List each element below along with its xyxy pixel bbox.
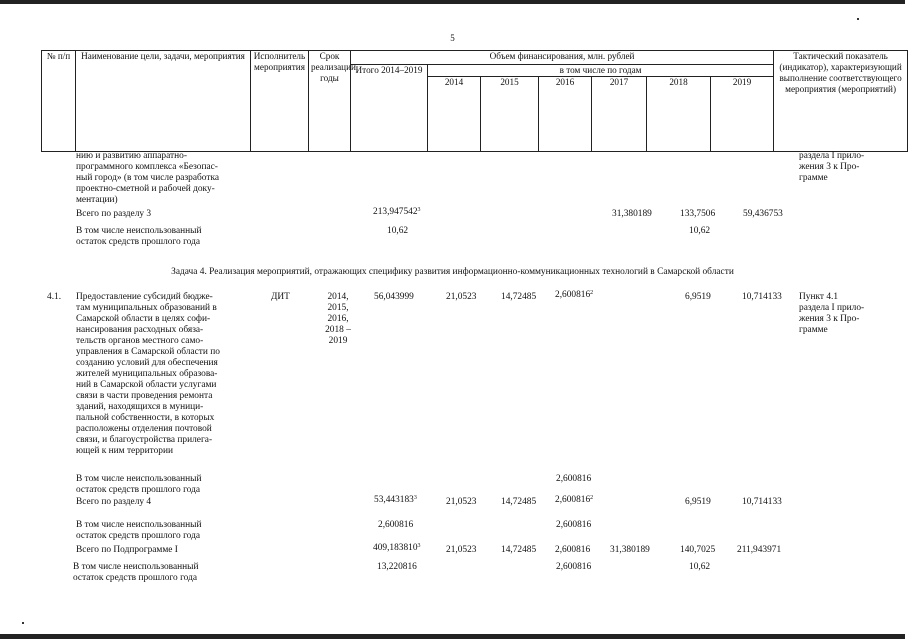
col-by-years-header: в том числе по годам [428, 65, 774, 77]
section4-unused-label: В том числе неиспользованный остаток средств прошлого года [76, 520, 202, 541]
section3-unused-total: 10,62 [387, 226, 409, 236]
item41-2014: 21,0523 [446, 292, 477, 302]
item41-period: 2014, 2015, 2016, 2018 – 2019 [325, 292, 351, 346]
subprogram-unused-label: В том числе неиспользованный остаток средств прошлого года [73, 562, 199, 583]
scan-speck [22, 622, 24, 624]
subprogram-unused-2016: 2,600816 [556, 562, 592, 572]
item41-2019: 10,714133 [742, 292, 782, 302]
subprogram-2018: 140,7025 [680, 545, 716, 555]
item41-2018: 6,9519 [685, 292, 711, 302]
subprogram-unused-2018: 10,62 [689, 562, 711, 572]
col-period-header: Срок реализации, годы [309, 51, 351, 152]
section4-unused-2016: 2,600816 [556, 520, 592, 530]
year-header: 2018 [647, 77, 711, 152]
table-header [41, 50, 907, 152]
subprogram-total: 409,183810$^3$ [373, 543, 421, 553]
section4-unused-total: 2,600816 [378, 520, 414, 530]
section3-2019-value: 59,436753 [743, 209, 783, 219]
year-header: 2016 [539, 77, 592, 152]
task4-heading: Задача 4. Реализация мероприятий, отражающих специфику развития информационно-коммуникационных технологий в Самарской области [171, 267, 734, 277]
section4-2019: 10,714133 [742, 497, 782, 507]
section3-2018-value: 133,7506 [680, 209, 716, 219]
item41-2016: 2,600816$^2$ [555, 290, 594, 300]
section3-unused-2018: 10,62 [689, 226, 711, 236]
carryover-indicator: раздела I прило- жения 3 к Про- грамме [799, 151, 865, 183]
scan-speck [857, 18, 859, 20]
section4-2014: 21,0523 [446, 497, 477, 507]
section4-total: 53,443183$^3$ [374, 495, 417, 505]
section4-2018: 6,9519 [685, 497, 711, 507]
section3-total-value: 213,947542$^3$ [373, 207, 421, 217]
subprogram-2019: 211,943971 [737, 545, 782, 555]
subprogram-2017: 31,380189 [610, 545, 650, 555]
subprogram-2015: 14,72485 [501, 545, 537, 555]
item41-unused-label: В том числе неиспользованный остаток средств прошлого года [76, 474, 202, 495]
year-header: 2014 [428, 77, 481, 152]
page-number: 5 [450, 33, 455, 43]
subprogram-unused-total: 13,220816 [377, 562, 417, 572]
subprogram-total-label: Всего по Подпрограмме I [76, 545, 178, 555]
scan-top-edge [0, 0, 905, 4]
col-name-header: Наименование цели, задачи, мероприятия [76, 51, 251, 152]
year-header: 2015 [481, 77, 539, 152]
item41-executor: ДИТ [271, 292, 290, 302]
col-total-header: Итого 2014–2019 [351, 65, 428, 152]
section3-unused-label: В том числе неиспользованный остаток средств прошлого года [76, 226, 202, 247]
section3-total-label: Всего по разделу 3 [76, 209, 152, 219]
year-header: 2019 [711, 77, 774, 152]
section3-2017-value: 31,380189 [612, 209, 652, 219]
col-executor-header: Исполнитель мероприятия [251, 51, 309, 152]
item41-description: Предоставление субсидий бюдже- там муниципальных образований в Самарской области в целях софи- нансирования расходных обяза- тельств органов местного само- управления в Самарской области по созданию условий для обеспечения жителей муниципальных образова- ний в Самарской области услугами связи в части проведения ремонта зданий, находящихся в муници- пальной собственности, в которых расположены отделения почтовой связи, и благоустройства прилега- ющей к ним территории [76, 292, 220, 456]
item-number: 4.1. [47, 292, 62, 302]
carryover-description: нию и развитию аппаратно- программного комплекса «Безопас- ный город» (в том числе разработка проектно-сметной и рабочей доку- ментации) [76, 151, 220, 205]
item41-2015: 14,72485 [501, 292, 537, 302]
section4-2015: 14,72485 [501, 497, 537, 507]
subprogram-2016: 2,600816 [555, 545, 591, 555]
col-indicator-header: Тактический показатель (индикатор), характеризующий выполнение соответствующего мероприятия (мероприятий) [774, 51, 908, 152]
section4-2016: 2,600816$^2$ [555, 495, 594, 505]
col-funding-header: Объем финансирования, млн. рублей [351, 51, 774, 65]
item41-total: 56,043999 [374, 292, 414, 302]
scan-bottom-edge [0, 634, 905, 639]
item41-indicator: Пункт 4.1 раздела I прило- жения 3 к Про- грамме [799, 292, 865, 335]
subprogram-2014: 21,0523 [446, 545, 477, 555]
section4-total-label: Всего по разделу 4 [76, 497, 152, 507]
col-num-header: № п/п [42, 51, 76, 152]
year-header: 2017 [592, 77, 647, 152]
item41-unused-2016: 2,600816 [556, 474, 592, 484]
